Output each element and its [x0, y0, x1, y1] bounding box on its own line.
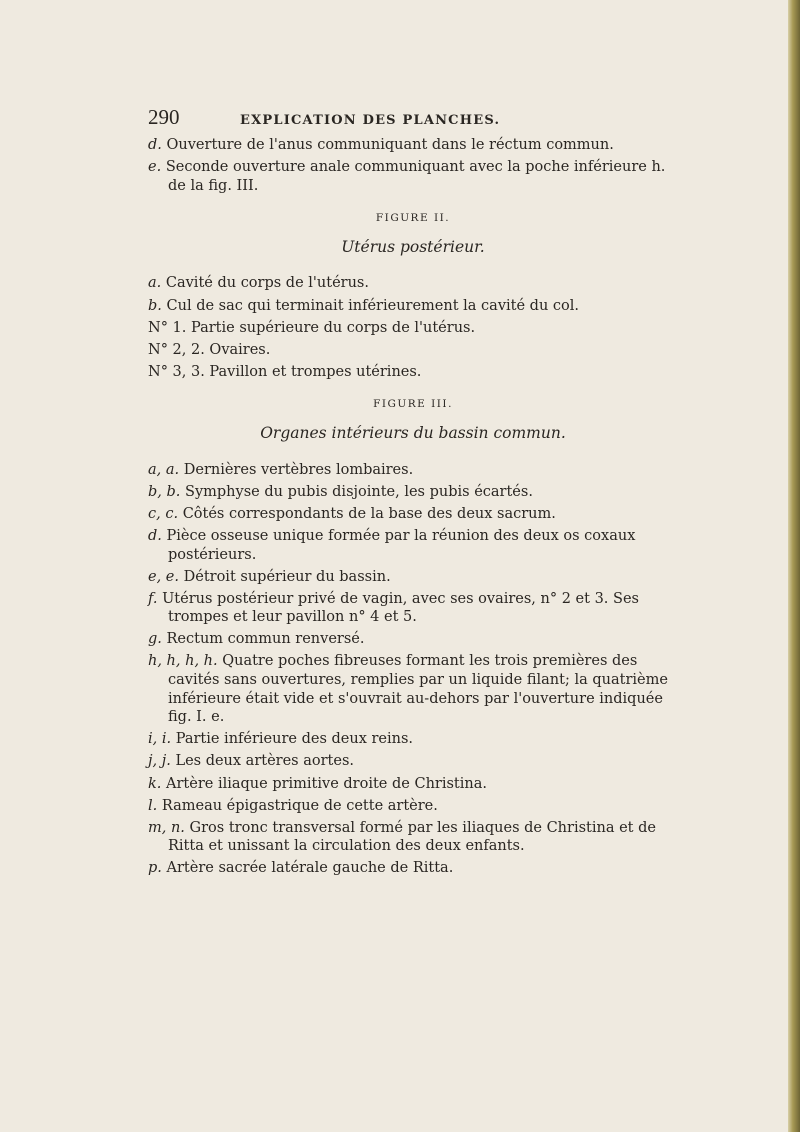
legend-entry: f. Utérus postérieur privé de vagin, avec ses ovaires, n° 2 et 3. Ses trompes et leur pavillon n° 4 et 5.: [148, 590, 639, 626]
legend-entry: N° 2, 2. Ovaires.: [148, 341, 271, 358]
intro-entries: [148, 136, 678, 195]
legend-entry: i, i. Partie inférieure des deux reins.: [148, 731, 414, 748]
figure-3-entries: [148, 461, 678, 878]
page-edge: [788, 0, 800, 1132]
page-number: 290: [148, 105, 180, 129]
legend-entry: g. Rectum commun renversé.: [148, 631, 365, 648]
legend-entry: d. Pièce osseuse unique formée par la réunion des deux os coxaux postérieurs.: [148, 527, 636, 563]
figure-2-label: FIGURE II.: [375, 212, 451, 225]
legend-entry: k. Artère iliaque primitive droite de Christina.: [148, 775, 487, 792]
figure-3-title: Organes intérieurs du bassin commun.: [260, 424, 566, 443]
legend-entry: l. Rameau épigastrique de cette artère.: [148, 797, 438, 814]
legend-entry: b, b. Symphyse du pubis disjointe, les pubis écartés.: [148, 483, 533, 500]
legend-entry: N° 3, 3. Pavillon et trompes utérines.: [148, 363, 422, 380]
running-head: EXPLICATION DES PLANCHES.: [240, 113, 501, 128]
legend-entry: e. Seconde ouverture anale communiquant avec la poche inférieure h. de la fig. III.: [148, 159, 666, 194]
figure-3-label: FIGURE III.: [373, 398, 453, 411]
legend-entry: a. Cavité du corps de l'utérus.: [148, 275, 369, 292]
page-content: [148, 105, 678, 882]
legend-entry: d. Ouverture de l'anus communiquant dans le réctum commun.: [148, 137, 614, 153]
legend-entry: j, j. Les deux artères aortes.: [148, 753, 354, 770]
legend-entry: m, n. Gros tronc transversal formé par les iliaques de Christina et de Ritta et unissant la circulation des deux enfants.: [148, 819, 656, 855]
legend-entry: c, c. Côtés correspondants de la base des deux sacrum.: [148, 505, 556, 522]
legend-entry: h, h, h, h. Quatre poches fibreuses formant les trois premières des cavités sans ouvertures, remplies par un liquide filant; la quatrième inférieure était vide et s'ouvrait au-dehors par l'ouverture indiquée fig. I. e.: [148, 653, 668, 726]
legend-entry: b. Cul de sac qui terminait inférieurement la cavité du col.: [148, 297, 579, 314]
legend-entry: p. Artère sacrée latérale gauche de Ritta.: [148, 860, 454, 877]
legend-entry: a, a. Dernières vertèbres lombaires.: [148, 461, 414, 478]
figure-2-title: Utérus postérieur.: [341, 237, 485, 256]
legend-entry: N° 1. Partie supérieure du corps de l'utérus.: [148, 319, 476, 336]
figure-2-entries: [148, 274, 678, 381]
page-header: [148, 105, 678, 134]
legend-entry: e, e. Détroit supérieur du bassin.: [148, 568, 391, 585]
